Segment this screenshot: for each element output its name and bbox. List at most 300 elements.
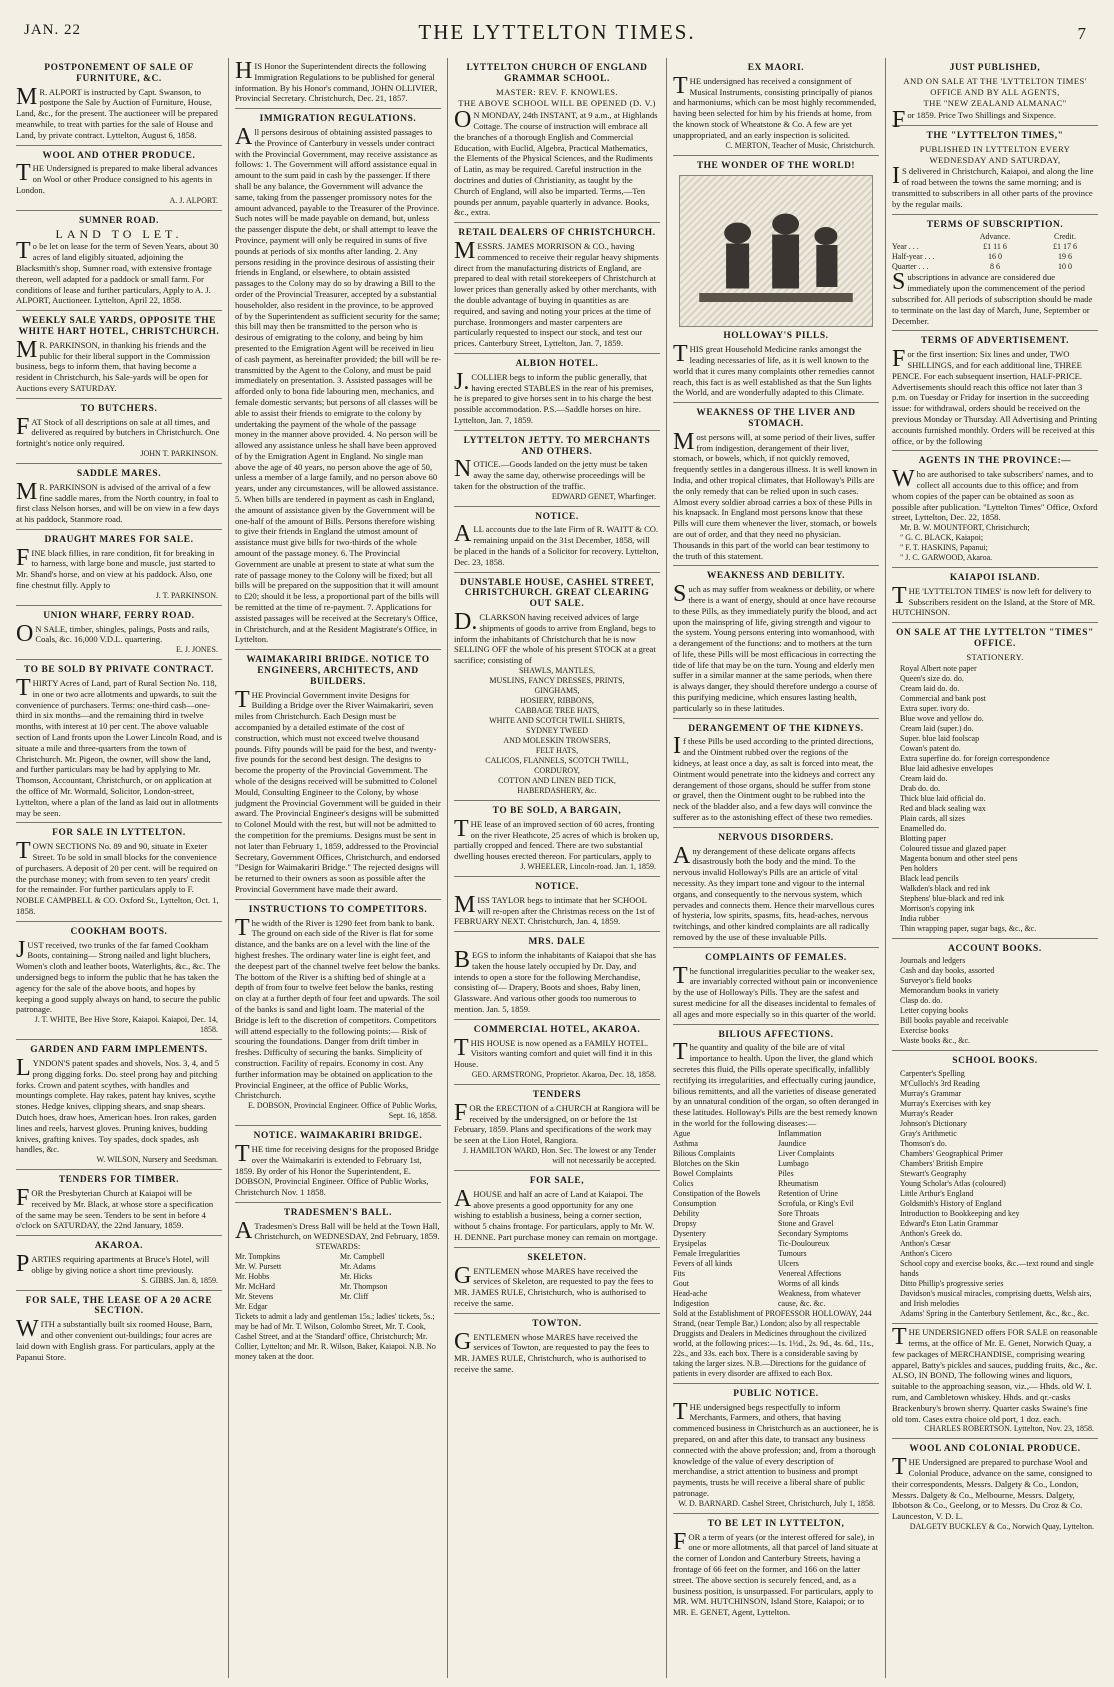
ailment-item: Bilious Complaints [673,1148,736,1158]
ad-body: AHOUSE and half an acre of Land at Kaiapoi. The above presents a good opportunity for any one wishing to establish a business, being a corner section, without 5 chains frontage. For particulars, apply to Mr. W. H. DENNE. Part purchase money can remain on mortgage. [454,1185,658,1242]
ad-heading: COMMERCIAL HOTEL, AKAROA. [473,1024,641,1035]
ad-body: FAT Stock of all descriptions on sale at all times, and delivered as required by butchers in Christchurch. One fortnight's notice only required. [16,413,220,449]
ailment-item: Indigestion [673,1298,709,1308]
advertisement [892,939,1098,1052]
advertisement [673,58,879,156]
ad-body: The quantity and quality of the bile are of vital importance to health. Upon the liver, the gland which secretes this fluid, the Pills operate specifically, infallibly rectifying its irregularities, and effectually curing jaundice, bilious remittents, and all the varieties of disease generated by an unnatural condition of the organ, so often deranged in these latitudes. Holloway's Pills are the best remedy known in the world for the following diseases:— [673,1039,879,1128]
ailment-item: Retention of Urine [778,1188,838,1198]
goods-item: FELT HATS, [535,746,579,756]
ad-signature: W. D. BARNARD. Cashel Street, Christchurch, July 1, 1858. [678,1498,875,1508]
agent-item: " G. C. BLACK, Kaiapoi; [900,533,984,543]
ad-heading: BILIOUS AFFECTIONS. [718,1029,834,1040]
ailment-item: Worms of all kinds [778,1278,839,1288]
ad-body: THIS HOUSE is now opened as a FAMILY HOTEL. Visitors wanting comfort and quiet will find it in this House. [454,1034,653,1070]
ad-heading: AGENTS IN THE PROVINCE:— [918,456,1072,467]
list-item: Walkden's black and red ink [900,883,991,893]
ad-heading: KAIAPOI ISLAND. [949,573,1041,584]
ad-body: D.CLARKSON having received advices of large shipments of goods to arrive from England, begs to inform the inhabitants of Christchurch that he is now SELLING OFF the whole of his present STOCK at a great sacrifice; consisting of [454,609,656,666]
terms-cell [892,232,958,242]
list-item: Introduction to Bookkeeping and key [900,1209,1020,1219]
advertisement [454,877,660,932]
ad-body: FOR a term of years (or the interest offered for sale), in one or more allotments, all that parcel of land situate at the corner of London and Canterbury Streets, having a frontage of 66 feet on the former, and 166 on the latter street. The above section is securely fenced, and, as a business position, is unsurpassed. For particulars, apply to MR. WM. HUTCHINSON, Island Store, Kaiapoi; or to MR. E. GENET, Agent, Lyttelton. [673,1528,879,1618]
ad-body: For the first insertion: Six lines and under, TWO SHILLINGS, and for each additional line, THREE PENCE. For each subsequent insertion, HALF-PRICE. Advertisements should reach this office not later than 3 p.m. on Tuesday or Friday for insertion in the succeeding issue: for withdrawal, orders should be received on the previous Monday or Thursday. All Advertising and Printing accounts furnished monthly. Orders will be received at this office, or by the following [892,346,1098,446]
advertisement [454,507,660,573]
ad-signature: EDWARD GENET, Wharfinger. [551,491,656,501]
ad-heading: TENDERS [532,1089,582,1100]
advertisement [454,223,660,354]
ailment-item: Gout [673,1278,689,1288]
ad-footnote: Sold at the Establishment of PROFESSOR HOLLOWAY, 244 Strand, (near Temple Bar,) London; also by all respectable Druggists and Dealers in Medicines throughout the civilized world, at the following prices:—1s. 1½d., 2s. 9d., 4s. 6d., 11s., 22s., and 33s. each box. There is a considerable saving by taking the larger sizes. N.B.—Directions for the guidance of patients in every disorder are affixed to each Box. [673,1308,874,1378]
ad-body: Any derangement of these delicate organs affects disastrously both the body and the mind. To the nervous invalid Holloway's Pills are an article of vital necessity. As they impart tone and vigour to the internal organs, and consequently to the nervous system, which pervades and connects them. Hence their marvellous cures of hysteria, low spirits, spasms, fits, head-aches, nervous twitchings, and other kindred complaints are all radically removed by the use of these invaluable Pills. [673,842,875,943]
goods-item: HABERDASHERY, &c. [517,786,597,796]
column-3 [447,58,666,1678]
advertisement [673,1514,879,1622]
ailment-item: Bowel Complaints [673,1168,733,1178]
ad-body: THE lease of an improved section of 60 acres, fronting on the river Heathcote, 25 acres of which is broken up, partially cropped and fenced. There are two substantial dwelling houses erected thereon. For particulars, apply to [454,815,660,862]
ailment-item: Liver Complaints [778,1148,835,1158]
list-item: Cowan's patent do. [900,743,961,753]
ailment-item: Fits [673,1268,686,1278]
steward-name: Mr. Thompson [340,1282,388,1292]
goods-item: SHAWLS, MANTLES, [518,666,596,676]
ad-subheading: THE "NEW ZEALAND ALMANAC" [923,98,1067,109]
ad-heading: TOWTON. [532,1318,582,1329]
ad-heading: JUST PUBLISHED, [949,63,1041,73]
ad-body: HIS Honor the Superintendent directs the following Immigration Regulations to be published for general information. By his Honor's command, JOHN OLLIVIER, Provincial Secretary. Christchurch, Dec. 21, 1857. [235,58,438,104]
ad-signature: GEO. ARMSTRONG, Proprietor. Akaroa, Dec. 18, 1858. [471,1069,656,1079]
ailment-item: Secondary Symptoms [778,1228,848,1238]
advertisement [16,146,222,211]
advertisement [673,1384,879,1514]
ad-body: FINE black fillies, in rare condition, fit for breaking in to harness, with large bone and muscle, just started to Mr. Shand's horse, and on view at his paddock. Also, one fine chestnut filly. Apply to [16,544,216,591]
ad-heading: COOKHAM BOOTS. [70,926,168,937]
advertisement [892,215,1098,332]
advertisement [235,109,441,650]
ad-heading: TENDERS FOR TIMBER. [58,1175,180,1186]
ailment-item: Dropsy [673,1218,697,1228]
list-item: Blotting paper [900,833,946,843]
list-item: Cash and day books, assorted [900,966,995,976]
ad-heading: ACCOUNT BOOKS. [948,943,1042,954]
advertisement [892,331,1098,451]
ad-body: All persons desirous of obtaining assisted passages to the Province of Canterbury in vessels under contract with the Provincial Government, may receive assistance as follows: 1. The Government will afford assistance equal in amount to the sum paid in cash by the passenger. If there shall be any balance, the Government will advance the same, taking from the passenger promissory notes for the amount advanced, payable to the Treasurer of the Province. Such notes will be made payable on demand, but, unless the passenger dispute the debt, or shall attempt to leave the Province, payment will only be required in sums of five pounds at periods of six months after landing. 2. Any persons residing in the province desirous of assisting their friends in England, or elsewhere, to obtain assisted passages to the Colony may do so by drawing a Bill to the order of the Provincial Treasurer, accepted by a substantial householder, also resident in the province, to be approved of by the Superintendent as sufficient security for the same; this bill may then be transmitted to the person who is desirous of emigrating to the colony, and being by him presented to the Emigration Agent will be received in lieu of cash payment, as hereinafter provided; the bill will be re-transmitted by the Agent to the Colony, and must be paid immediately on presentation. 3. Assisted passages will be afforded only to bona fide labouring men, mechanics, and female domestic servants; but persons of all classes will be able to assist their friends to emigrate to the colony by undertaking the payment of the whole of the passage money in the manner above provided. 4. No person will be allowed any assistance unless he shall have been approved of by the Emigration Agent in England. No single man above the age of 40 years, no person above the age of 50, unless a member of a large family, and no person above 60 years, under any circumstances, will be allowed assistance. 5. When bills are tendered in payment as cash in England, the amount of assistance given by the Government will be one-half of the amount of Bills. Persons therefore wishing to give their friends in England the utmost amount of assistance must give bills for two-thirds of the whole amount of the passage money. 6. The Provincial Government are unable at present to state at what sum the rate of passage money to the Colony will be fixed; but all bills will be prepared on the supposition that it will amount to £20; should it be less, a proportional part of the bills will be remitted at the time of re-payment. 7. Applications for assisted passages will be received at the Secretary's Office, in Christchurch, and at the Resident Magistrate's Office, in Lyttelton. [235,123,441,645]
ad-heading: ON SALE AT THE LYTTELTON "TIMES" OFFICE. [896,628,1094,650]
terms-row [892,262,1098,272]
goods-item: CABBAGE TREE HATS, [514,706,600,716]
list-item: Stewart's Geography [900,1169,967,1179]
list-item: Clasp do. do. [900,996,943,1006]
ad-body: THE 'LYTTELTON TIMES' is now left for delivery to Subscribers resident on the Island, at the Store of MR. HUTCHINSON. [892,582,1096,618]
ad-heading: TERMS OF SUBSCRIPTION. [926,219,1064,230]
ad-signature: J. HAMILTON WARD, Hon. Sec. The lowest or any Tender will not necessarily be accepted. [463,1145,656,1165]
ad-body: The functional irregularities peculiar to the weaker sex, are invariably corrected without pain or inconvenience by the use of Holloway's Pills. They are the safest and surest medicine for all the diseases incidental to females of all ages and more especially so in this quarter of the world. [673,962,878,1019]
list-item: Murray's Reader [900,1109,954,1119]
ad-heading: SUMNER ROAD. [78,215,160,226]
goods-item: COTTON AND LINEN BED TICK, [498,776,616,786]
ad-footnote: Tickets to admit a lady and gentleman 15s.; ladies' tickets, 5s.; may be had of Mr. T. Wilson, Colombo Street, Mr. T. Cook, Cashel Street, and at the 'Standard' office, Christchurch; Mr. Collier, Lyttelton; and Mr. R. Wilson, Baker, Kaiapoi. N.B. No money taken at the door. [235,1312,436,1362]
ad-signature: C. MERTON, Teacher of Music, Christchurch. [725,140,875,150]
ad-body: IS delivered in Christchurch, Kaiapoi, and along the line of road between the towns the same morning; and is transmitted to subscribers in all other parts of the province by the regular mails. [892,163,1094,209]
ad-heading: TRADESMEN'S BALL. [283,1207,393,1218]
ad-body: FOR the ERECTION of a CHURCH at Rangiora will be received by the undersigned, on or before the 1st February, 1859. Plans and specifications of the work may be seen at the Lion Hotel, Rangiora. [454,1099,660,1146]
ad-signature: CHARLES ROBERTSON. Lyttelton, Nov. 23, 1858. [924,1424,1094,1434]
ailment-item: Blotches on the Skin [673,1158,740,1168]
advertisement [16,1291,222,1367]
list-item: Cream laid do. [900,773,948,783]
advertisement [16,530,222,606]
list-item: Enamelled do. [900,823,947,833]
advertisement [892,1439,1098,1536]
ad-subheading: AND ON SALE AT THE 'LYTTELTON TIMES' OFFICE AND BY ALL AGENTS, [903,75,1087,97]
ailment-item: Scrofula, or King's Evil [778,1198,854,1208]
goods-item: MUSLINS, FANCY DRESSES, PRINTS, [489,676,625,686]
ad-body: THE Undersigned are prepared to purchase Wool and Colonial Produce, advance on the same, consigned to their correspondents, Messrs. Dalgety & Co., London, Messrs. Dalgety & Co., Melbourne, Messrs. Dalgety, Ibbotson & Co., Geelong, or to Messrs. Du Croz & Co. Launceston, V. D. L. [892,1454,1093,1522]
ailment-item: Tumours [778,1248,807,1258]
agent-item: Mr. B. W. MOUNTFORT, Christchurch; [900,523,1030,533]
list-item: Surveyor's field books [900,976,972,986]
list-item: Pen holders [900,863,938,873]
woodcut-illustration [679,175,873,327]
ad-body: MESSRS. JAMES MORRISON & CO., having commenced to receive their regular heavy shipments direct from the manufacturing districts of England, are prepared to deal with retail storekeepers of Christchurch at lower prices than generally asked by other merchants, with the double advantage of buying in quantities as are required, and saving and noting your prices at the time of purchase. Ironmongers and master carpenters are particularly requested to inspect our stock, and test our prices. Canterbury Street, Lyttelton, Jan. 7, 1859. [454,237,659,349]
ad-heading: UNION WHARF, FERRY ROAD. [43,610,195,621]
terms-cell: 19 6 [1058,252,1072,262]
ailment-item: Dysentery [673,1228,706,1238]
ailment-item: Colics [673,1178,694,1188]
ad-body: MISS TAYLOR begs to intimate that her SCHOOL will re-open after the Christmas recess on the 1st of FEBRUARY NEXT. Christchurch, Jan. 4, 1859. [454,891,655,927]
steward-name: Mr. Hobbs [235,1272,270,1282]
ad-heading: TO BE LET IN LYTTELTON, [707,1518,845,1529]
ad-heading: POSTPONEMENT OF SALE OF FURNITURE, &C. [44,63,194,84]
ad-body: THE Undersigned is prepared to make liberal advances on Wool or other Produce consigned to his agents in London. [16,160,218,195]
advertisement [673,403,879,566]
ad-subheading: MASTER: REV. F. KNOWLES. [496,86,618,97]
advertisement [16,922,222,1040]
ad-body: THE time for receiving designs for the proposed Bridge over the Waimakariri is extended to February 1st, 1859. By order of his Honor the Superintendent, E. DOBSON, Provincial Engineer. Office of Public Works, Christchurch Nov. 1 1858. [235,1140,439,1198]
goods-item: AND MOLESKIN TROWSERS, [503,736,611,746]
stewards-column [235,1252,336,1312]
ad-heading: NOTICE. [535,511,579,522]
terms-row [892,232,1098,242]
advertisement [454,354,660,431]
list-item: Drab do. do. [900,783,940,793]
newspaper-title: THE LYTTELTON TIMES. [418,20,696,44]
ad-heading: SKELETON. [527,1252,587,1263]
ad-heading: WAIMAKARIRI BRIDGE. NOTICE TO ENGINEERS, ARCHITECTS, AND BUILDERS. [246,655,430,687]
ad-heading: TO BUTCHERS. [80,403,158,414]
advertisement [16,311,222,399]
terms-cell: 16 0 [988,252,1002,262]
ailment-item: Lumbago [778,1158,809,1168]
page-number: 7 [1077,24,1086,43]
list-item: Cream laid do. do. [900,683,960,693]
list-item: Little Arthur's England [900,1189,974,1199]
ad-body: For 1859. Price Two Shillings and Sixpence. [892,107,1057,134]
ad-body: The width of the River is 1290 feet from bank to bank. The ground on each side of the River is flat for some distance, and the banks are on a level with the line of the highest freshes. The ordinary water line is eight feet, and the deepest part of the channel twelve feet below the banks. The bottom of the River is a shifting bed of shingle at a depth of from four to twelve feet below the banks, resting on clay at a further depth of four feet and upwards. The soil of the banks is sand and light loam. The material of the Bridge is left to the discretion of competitors. Competitors will attend especially to the following points:— Risk of scouring the foundations. Danger from drift timber in freshes. Difficulty of securing the banks. Simplicity of construction. Facility of repairs. Economy in cost. Any further information may be obtained on application to the Provincial Engineer, at the office of Public Works, Christchurch. [235,914,440,1101]
stationery-list [892,1069,1098,1319]
column-1 [10,58,228,1678]
list-item: Red and black sealing wax [900,803,986,813]
advertisement [892,1324,1098,1439]
list-item: Blue laid adhesive envelopes [900,763,994,773]
ad-body: GENTLEMEN whose MARES have received the services of Towton, are requested to pay the fees to MR. JAMES RULE, Christchurch, who is authorised to receive the same. [454,1328,650,1374]
advertisement [673,828,879,948]
ailment-item: Inflammation [778,1128,822,1138]
ad-body: WITH a substantially built six roomed House, Barn, and other convenient out-buildings; four acres are laid down with English grass. For particulars, apply at the Papanui Store. [16,1316,215,1362]
ailment-item: Sore Throats [778,1208,819,1218]
list-item: Davidson's musical miracles, comprising duetts, Welsh airs, and Irish melodies [900,1289,1092,1309]
ad-body: J.COLLIER begs to inform the public generally, that having erected STABLES in the rear of his premises, he is prepared to give horses sent in to his charge the best possible accommodation. P.S.—Saddle horses on hire. Lyttelton, Jan. 7, 1859. [454,368,654,425]
ad-body: TOWN SECTIONS No. 89 and 90, situate in Exeter Street. To be sold in small blocks for the convenience of purchasers. A deposit of 20 per cent. will be required on the purchase money; with from seven to ten years' credit for the remainder. For further particulars apply to F. NOBLE CAMPBELL & CO. Oxford St., Lyttelton, Oct. 1, 1858. [16,838,219,916]
ailment-item: Rheumatism [778,1178,819,1188]
ad-heading: WEAKNESS AND DEBILITY. [706,571,846,582]
advertisement [235,650,441,900]
ailment-item: Piles [778,1168,794,1178]
advertisement [235,58,441,109]
agents-list [892,523,1098,563]
ad-heading: RETAIL DEALERS OF CHRISTCHURCH. [458,228,656,239]
ad-signature: W. WILSON, Nursery and Seedsman. [96,1155,218,1165]
ad-heading: EX MAORI. [747,63,805,73]
list-item: Super. blue laid foolscap [900,733,980,743]
ailment-item: Jaundice [778,1138,806,1148]
advertisement [235,1203,441,1366]
stationery-list [892,664,1098,934]
terms-cell: Year . . . [892,242,919,252]
goods-item: GINGHAMS, [534,686,580,696]
terms-cell: 8 6 [990,262,1000,272]
list-item: Letter copying books [900,1006,968,1016]
ailment-item: Venereal Affections [778,1268,842,1278]
list-item: M'Culloch's 3rd Reading [900,1079,980,1089]
advertisement [454,801,660,877]
ad-heading: FOR SALE IN LYTTELTON. [52,828,186,839]
list-item: Thomson's do. [900,1139,947,1149]
ailment-item: Asthma [673,1138,698,1148]
advertisement [673,156,879,404]
advertisement [892,568,1098,623]
terms-cell: £1 17 6 [1053,242,1077,252]
list-item: Gray's Arithmetic [900,1129,957,1139]
ad-heading: PUBLIC NOTICE. [733,1388,819,1399]
ad-caption: HOLLOWAY'S PILLS. [723,331,829,342]
stewards-label: STEWARDS: [315,1242,361,1252]
list-item: Murray's Grammar [900,1089,962,1099]
list-item: Plain cards, all sizes [900,813,965,823]
ad-body: PARTIES requiring apartments at Bruce's Hotel, will oblige by giving notice a short time previously. [16,1250,210,1277]
ad-body: GENTLEMEN whose MARES have received the services of Skeleton, are requested to pay the fees to MR. JAMES RULE, Christchurch, who is authorised to receive the same. [454,1262,654,1308]
ad-heading: TERMS OF ADVERTISEMENT. [920,336,1070,347]
list-item: Johnson's Dictionary [900,1119,967,1129]
list-item: Black lead pencils [900,873,959,883]
list-item: Royal Albert note paper [900,663,977,673]
ailment-item: Ague [673,1128,691,1138]
steward-name: Mr. McHard [235,1282,275,1292]
ad-heading: THE WONDER OF THE WORLD! [696,160,856,171]
list-item: India rubber [900,913,940,923]
advertisement [454,1171,660,1248]
ad-body: THIRTY Acres of Land, part of Rural Section No. 118, in one or two acre allotments and upwards, to suit the convenience of purchasers. Terms: one-third cash—one-third in six months—and the remaining third in twelve months, with interest at 10 per cent. The above valuable section of Land fronts upon the Lower Lincoln Road, and is situate a mile and three-quarters from the town of Christchurch. Mr. Pigeon, the owner, will show the land, and further particulars may be had by applying to Mr. Thomson, Accountant, Christchurch, or on application at the office of Mr. Wormald, Solicitor, London-street, Lyttelton, where a plan of the land as laid out in allotments may be seen. [16,675,222,818]
ailment-table [673,1129,879,1309]
agent-item: " F. T. HASKINS, Papanui; [900,543,988,553]
advertisement [454,1314,660,1379]
ad-body: JUST received, two trunks of the far famed Cookham Boots, containing— Strong nailed and light bluchers, Women's cloth and leather boots, Waterlights, &c., &c. The undersigned begs to inform the public that he has taken the agency for the sale of the above boots, and hopes by keeping a good supply always on hand, to secure the public patronage. [16,936,221,1015]
advertisement [454,1085,660,1171]
ad-heading: IMMIGRATION REGULATIONS. [259,114,417,125]
masthead [0,0,1114,52]
ad-body: THE Provincial Government invite Designs for Building a Bridge over the River Waimakariri, seven miles from Christchurch. Each Design must be accompanied by a detailed estimate of the cost of construction, which must not exceed twelve thousand pounds. Fifty pounds will be paid for the best, and twenty-five pounds for the second best design. The designs to become the property of the Provincial Government. The whole of the designs received will be submitted to Colonel Mould, Consulting Engineer to the Colony, by whose judgment the Provincial Government will be guided in their award. The Provincial Engineer's designs will be submitted to Colonel Mould with the rest, but will not be admitted to the competition for the premiums. Designs must be sent in not later than February 1, 1859, addressed to the Provincial Secretary, Government Offices, Christchurch, and endorsed "Design for Waimakariri Bridge." The rejected designs will be returned to their owners as soon as possible after the Provincial Government have made their award. [235,686,441,894]
ad-subheading: THE ABOVE SCHOOL WILL BE OPENED (D. V.) [458,98,656,109]
advertisement [16,58,222,146]
ad-heading: SCHOOL BOOKS. [952,1056,1038,1067]
list-item: Chambers' Geographical Primer [900,1149,1003,1159]
ad-heading: INSTRUCTIONS TO COMPETITORS. [248,904,428,915]
ad-heading: FOR SALE, THE LEASE OF A 20 ACRE SECTION. [25,1295,213,1317]
ailment-item: Consumption [673,1198,717,1208]
terms-cell: 10 0 [1058,262,1072,272]
ad-heading: WEEKLY SALE YARDS, OPPOSITE THE WHITE HART HOTEL, CHRISTCHURCH. [18,316,220,337]
list-item: Goldsmith's History of England [900,1199,1002,1209]
list-item: Magenta bonum and other steel pens [900,853,1018,863]
ad-heading: DERANGEMENT OF THE KIDNEYS. [688,723,864,734]
ailment-item: Fevers of all kinds [673,1258,733,1268]
ad-body: THE undersigned begs respectfully to inform Merchants, Farmers, and others, that having commenced business in Christchurch as an auctioneer, he is prepared, on and after this date, to transact any business connected with the above profession; and, from a thorough knowledge of the value of every description of merchandise, a strict attention to business and prompt payments, trusts he will receive a liberal share of public patronage. [673,1398,879,1498]
goods-item: HOSIERY, RIBBONS, [520,696,594,706]
advertisement [16,399,222,464]
advertisement [454,573,660,801]
ad-body: NOTICE.—Goods landed on the jetty must be taken away the same day, otherwise proceedings will be taken for the obstruction of the traffic. [454,456,648,491]
page-columns [10,58,1104,1678]
ad-heading: LYTTELTON JETTY. TO MERCHANTS AND OTHERS. [463,435,651,457]
ailment-item: Constipation of the Bowels [673,1188,761,1198]
terms-cell: Quarter . . . [892,262,929,272]
goods-item: CORDUROY, [534,766,580,776]
ailment-item: Female Irregularities [673,1248,740,1258]
steward-name: Mr. Adams [340,1262,376,1272]
ad-heading: NOTICE. [535,882,579,893]
ad-banner-text: LAND TO LET. [55,226,183,241]
list-item: Anthon's Cicero [900,1249,952,1259]
ad-subheading: STATIONERY. [966,651,1024,662]
steward-name: Mr. Hicks [340,1272,372,1282]
ailment-item: Weakness, from whatever cause, &c. &c. [778,1288,861,1308]
ad-body: MR. PARKINSON, in thanking his friends and the public for their liberal support in the Commission business, begs to inform them, that having become a resident in Christchurch, his Sale-yards will be open for Auctions every SATURDAY. [16,336,211,393]
advertisement [673,1025,879,1384]
ad-heading: SADDLE MARES. [76,468,162,479]
list-item: Edward's Eton Latin Grammar [900,1219,999,1229]
ad-heading: ALBION HOTEL. [515,358,599,369]
ad-signature: J. T. WHITE, Bee Hive Store, Kaiapoi. Kaiapoi, Dec. 14, 1858. [34,1015,218,1035]
ad-heading: LYTTELTON CHURCH OF ENGLAND GRAMMAR SCHOOL. [466,63,648,84]
ad-body: ATradesmen's Dress Ball will be held at the Town Hall, Christchurch, on WEDNESDAY, 2nd February, 1859. [235,1217,440,1244]
list-item: Adams' Spring in the Canterbury Settlement, &c., &c., &c. [900,1309,1089,1319]
advertisement [16,606,222,660]
advertisement [892,1051,1098,1324]
advertisement [454,431,660,507]
ad-heading: NERVOUS DISORDERS. [718,832,834,843]
ad-signature: JOHN T. PARKINSON. [140,448,218,458]
ad-heading: THE "LYTTELTON TIMES," [926,130,1064,141]
list-item: School copy and exercise books, &c.—text round and single hands [900,1259,1094,1279]
ad-heading: NOTICE. WAIMAKARIRI BRIDGE. [253,1131,423,1142]
ad-body: FOR the Presbyterian Church at Kaiapoi will be received by Mr. Black, at whose store a specification of the same may be seen. Tenders to be sent in before 4 o'clock on SATURDAY, the 22nd January, 1859. [16,1184,214,1231]
column-4 [666,58,885,1678]
agent-item: " J. C. GARWOOD, Akaroa. [900,553,993,563]
list-item: Blue wove and yellow do. [900,713,984,723]
ad-heading: MRS. DALE [528,937,586,948]
ad-heading: AKAROA. [94,1241,144,1252]
list-item: Stephens' blue-black and red ink [900,893,1005,903]
ad-heading: GARDEN AND FARM IMPLEMENTS. [30,1045,208,1056]
ad-body: ALL accounts due to the late Firm of R. WAITT & CO. remaining unpaid on the 31st December, 1858, will be placed in the hands of a Solicitor for recovery. Lyttelton, Dec. 23, 1858. [454,521,659,567]
ailment-item: Stone and Gravel [778,1218,834,1228]
ad-body: Subscriptions in advance are considered due immediately upon the commencement of the period subscribed for. All periods of subscription should be made to terminate on the last day of March, June, September or December. [892,269,1093,326]
terms-cell: £1 11 6 [983,242,1007,252]
list-item: Young Scholar's Atlas (coloured) [900,1179,1006,1189]
terms-cell: Credit. [1054,232,1076,242]
ad-body: MR. ALPORT is instructed by Capt. Swanson, to postpone the Sale by Auction of Furniture, House, Land, &c., for the present. The auctioneer will be prepared meanwhile, to treat with parties for the sale of House and Land, by private contract. Lyttelton, August 6, 1858. [16,83,218,140]
ailment-column [673,1129,774,1309]
list-item: Waste books &c., &c. [900,1036,971,1046]
ad-body: THIS great Household Medicine ranks amongst the leading necessaries of life, as it is well known to the world that it cures many complaints other remedies cannot reach, this fact is as well established as that the Sun lights the World, and are wonderfully adapted to this Climate. [673,341,875,398]
list-item: Exercise books [900,1026,949,1036]
advertisement [16,1040,222,1170]
ad-signature: J. WHEELER, Lincoln-road. Jan. 1, 1859. [520,862,656,872]
ad-signature: E. DOBSON, Provincial Engineer. Office of Public Works, Sept. 16, 1858. [247,1101,437,1121]
ad-subheading: PUBLISHED IN LYTTELTON EVERY WEDNESDAY AND SATURDAY, [919,143,1071,165]
advertisement [454,58,660,223]
column-5 [885,58,1104,1678]
goods-item: WHITE AND SCOTCH TWILL SHIRTS, [489,716,625,726]
advertisement [454,1020,660,1085]
goods-list [454,666,660,796]
ad-body: THE UNDERSIGNED offers FOR SALE on reasonable terms, at the office of Mr. E. Genet, Norwich Quay, a few packages of MERCHANDISE, comprising wearing apparel, Batty's pickles and sauces, pudding fruits, &c., &c. ALSO, IN BOND, The following wines and liquors, suitable to the approaching season, viz.,— Hhds. old W. I. rum, and Cambletown whiskey. Hhds. and qr.-casks Brackenbury's brown sherry. Quarter casks Swaine's fine old tom. Cases extra choice old port, 1 doz. each. [892,1324,1098,1424]
steward-name: Mr. Cliff [340,1292,369,1302]
list-item: Coloured tissue and glazed paper [900,843,1007,853]
advertisement [892,623,1098,938]
ad-heading: DRAUGHT MARES FOR SALE. [44,534,194,545]
list-item: Journals and ledgers [900,956,966,966]
ad-body: LYNDON'S patent spades and shovels, Nos. 3, 4, and 5 prong digging forks. Do. steel prong hay and pitching forks. Crown and patent scythes, with handles and mountings complete. Hay rakes, patent hay knives, scythe stones. Hedge knives, clipping shears, and snap shears. Dutch hoes, draw hoes, American hoes. Iron rakes, garden lines and reels, harvest gloves. Pruning knives, budding knives, grafting knives. Toy spades, dock spades, ash handles, &c. [16,1054,220,1155]
stationery-list [892,956,1098,1046]
advertisement [673,948,879,1025]
ad-heading: WOOL AND OTHER PRODUCE. [42,150,196,161]
list-item: Chambers' British Empire [900,1159,984,1169]
advertisement [673,719,879,828]
advertisement [16,1236,222,1290]
advertisement [16,464,222,530]
ailment-column [778,1129,879,1309]
ad-body: If these Pills be used according to the printed directions, and the Ointment rubbed over the regions of the kidneys, at least once a day, as salt is forced into meat, the Ointment would penetrate into the kidneys and correct any derangement of those organs, should be suffer from stone or gravel, then the Ointment ought to be rubbed into the neck of the bladder also, and a few days will convince the sufferer as to the astonishing effect of these two remedies. [673,733,875,823]
goods-item: SYDNEY TWEED [526,726,588,736]
list-item: Morrison's copying ink [900,903,975,913]
list-item: Commercial and bank post [900,693,986,703]
ailment-item: Head-ache [673,1288,708,1298]
terms-row [892,242,1098,252]
list-item: Queen's size do. do. [900,673,964,683]
list-item: Murray's Exercises with key [900,1099,991,1109]
list-item: Bill books payable and receivable [900,1016,1009,1026]
ailment-item: Erysipelas [673,1238,707,1248]
list-item: Carpenter's Spelling [900,1069,965,1079]
ailment-item: Tic-Douloureux [778,1238,830,1248]
steward-name: Mr. Edgar [235,1302,268,1312]
ad-body: THE undersigned has received a consignment of Musical Instruments, consisting principally of pianos and harmoniums, which can be most highly recommended, having been selected for him by his friends at home, from the known stock of Wheatstone & Co. A few are yet unappropriated, and an early inspection is solicited. [673,72,877,140]
ailment-item: Debility [673,1208,700,1218]
ad-body: ON SALE, timber, shingles, palings, Posts and rails, Coals, &c. 16,000 V.D.L. quartering. [16,620,210,647]
ad-heading: WOOL AND COLONIAL PRODUCE. [909,1444,1081,1455]
ad-body: To be let on lease for the term of Seven Years, about 30 acres of land eligibly situated, adjoining the Blacksmith's shop, Sumner road, with extensive frontage thereon, well adapted for a paddock or small farm. For conditions of lease and further particulars, Apply to A. J. ALPORT, Auctioneer. Lyttelton, April 22, 1858. [16,238,219,306]
terms-cell: Advance. [979,232,1011,242]
